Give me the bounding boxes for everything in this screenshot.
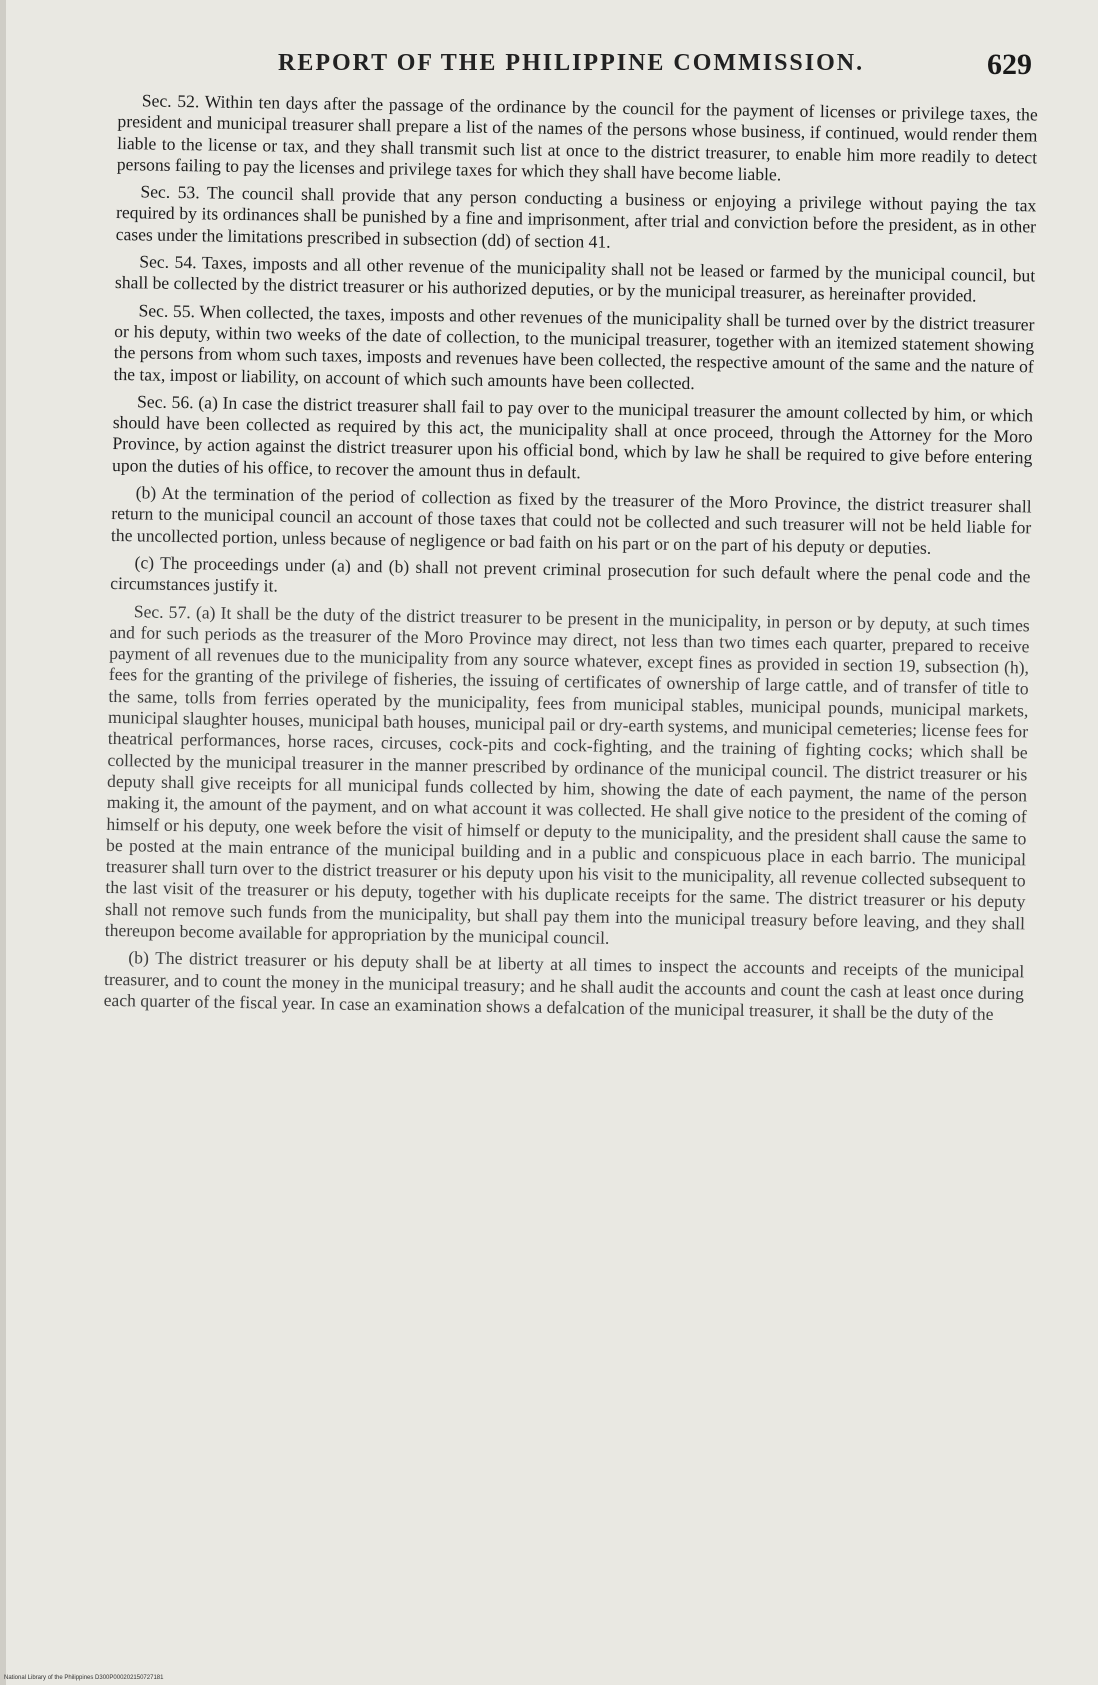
section-56-a: Sec. 56. (a) In case the district treasurer shall fail to pay over to the municipal treasurer the amount collected by him, or which should have been collected as required by this act, the municipality shall at once proceed, through the Attorney for the Moro Province, by action against the district treasurer upon his official bond, which by law he shall be required to give before entering upon the duties of his office, to recover the amount thus in default. [111, 391, 1034, 483]
section-56-c: (c) The proceedings under (a) and (b) shall not prevent criminal prosecution for such default where the penal code and the circumstances justify it. [110, 552, 1031, 596]
section-52: Sec. 52. Within ten days after the passage of the ordinance by the council for the payment of licenses or privilege taxes, the president and municipal treasurer shall prepare a list of the names of the persons whose business, if continued, would render them liable to the license or tax, and they shall transmit such list at once to the district treasurer, to enable him more readily to detect persons failing to pay the licenses and privilege taxes for which they shall have become liable. [116, 90, 1038, 185]
section-57-b: (b) The district treasurer or his deputy shall be at liberty at all times to inspect the accounts and receipts of the municipal treasurer, and to count the money in the municipal treasury; and he shall audit the accounts and count the cash at least once during each quarter of the fiscal year. In case an examination shows a defalcation of the municipal treasurer, it shall be the duty of the [103, 947, 1025, 1024]
section-57-a: Sec. 57. (a) It shall be the duty of the district treasurer to be present in the municipality, in person or by deputy, at such times and for such periods as the treasurer of the Moro Province may direct, not less than two times each quarter, prepared to receive payment of all revenues due to the municipality from any source whatever, except fines as provided in section 19, subsection (h), fees for the granting of the privilege of fisheries, the issuing of certificates of ownership of large cattle, and of transfer of title to the same, tolls from ferries operated by the municipality, fees from municipal stables, municipal pounds, municipal markets, municipal slaughter houses, municipal bath houses, municipal pail or dry-earth systems, and municipal cemeteries; license fees for theatrical performances, horse races, circuses, cock-pits and cock-fighting, and the training of fighting cocks; which shall be collected by the municipal treasurer in the manner prescribed by ordinance of the municipal council. The district treasurer or his deputy shall give receipts for all municipal funds collected by him, showing the date of each payment, the name of the person making it, the amount of the payment, and on what account it was collected. He shall give notice to the president of the coming of himself or his deputy, one week before the visit of himself or deputy to the municipality, and the president shall cause the same to be posted at the main entrance of the municipal building and in a public and conspicuous place in each barrio. The municipal treasurer shall turn over to the district treasurer or his deputy upon his visit to the municipality, all revenue collected subsequent to the last visit of the treasurer or his deputy, together with his duplicate receipts for the same. The district treasurer or his deputy shall not remove such funds from the municipality, but shall pay them into the municipal treasury before leaving, and they shall thereupon become available for appropriation by the municipal council. [104, 600, 1030, 948]
section-54: Sec. 54. Taxes, imposts and all other revenue of the municipality shall not be leased or farmed by the municipal council, but shall be collected by the district treasurer or his authorized deputies, or by the municipal treasurer, as hereinafter provided. [114, 251, 1036, 306]
scan-credit: National Library of the Philippines D300P000202150727181 [4, 1675, 164, 1681]
binding-edge [0, 0, 6, 1685]
section-55: Sec. 55. When collected, the taxes, imposts and other revenues of the municipality shall be turned over by the district treasurer or his deputy, within two weeks of the date of collection, to the municipal treasurer, together with an itemized statement showing the persons from whom such taxes, imposts and revenues have been collected, the respective amount of the same and the nature of the tax, impost or liability, on account of which such amounts have been collected. [113, 300, 1035, 393]
running-title: REPORT OF THE PHILIPPINE COMMISSION. [278, 50, 865, 76]
page-number: 629 [987, 48, 1032, 81]
section-56-b: (b) At the termination of the period of collection as fixed by the treasurer of the Moro Province, the district treasurer shall return to the municipal council an account of those taxes that could not be collected and such treasurer will not be held liable for the uncollected portion, unless because of negligence or bad faith on his part or on the part of his deputy or deputies. [110, 482, 1032, 558]
section-53: Sec. 53. The council shall provide that any person conducting a business or enjoying a privilege without paying the tax required by its ordinances shall be punished by a fine and imprisonment, after trial and conviction before the president, as in other cases under the limitations prescribed in subsection (dd) of section 41. [115, 181, 1037, 252]
page-header [118, 44, 1038, 94]
document-body [103, 90, 1037, 1032]
